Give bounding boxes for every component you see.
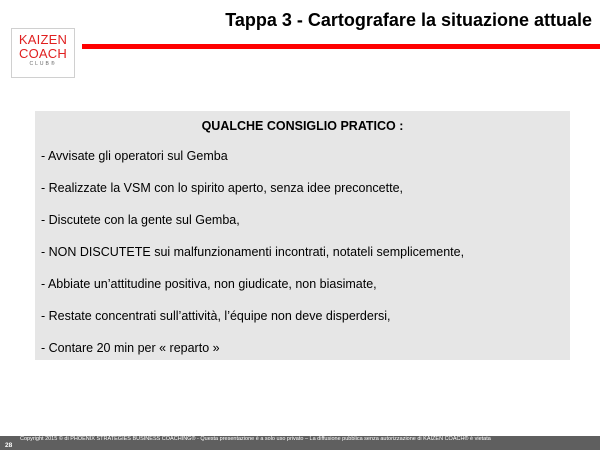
tip-item: - Realizzate la VSM con lo spirito aperto, senza idee preconcette, — [41, 181, 403, 195]
tip-item: - Abbiate un’attitudine positiva, non giudicate, non biasimate, — [41, 277, 377, 291]
title-underline — [82, 44, 600, 49]
tip-item: - Discutete con la gente sul Gemba, — [41, 213, 240, 227]
tips-heading: QUALCHE CONSIGLIO PRATICO : — [201, 119, 404, 133]
copyright-notice: Copyright 2015 © di PHOENIX STRATEGIES BUSINESS COACHING® - Questa presentazione è a solo uso privato – La diffusione pubblica senza autorizzazione di KAIZEN COACH® è vietata — [20, 436, 491, 442]
tips-box — [35, 111, 570, 360]
slide-title: Tappa 3 - Cartografare la situazione attuale — [225, 10, 592, 30]
tip-item: - Restate concentrati sull’attività, l’équipe non deve disperdersi, — [41, 309, 391, 323]
logo-line-1: KAIZEN — [18, 32, 68, 47]
tip-item: - Avvisate gli operatori sul Gemba — [41, 149, 228, 163]
logo-line-3: CLUB® — [29, 61, 57, 67]
tip-item: - NON DISCUTETE sui malfunzionamenti incontrati, notateli semplicemente, — [41, 245, 465, 259]
logo-line-2: COACH — [19, 46, 67, 61]
footer-bar — [0, 436, 600, 450]
tip-item: - Contare 20 min per « reparto » — [41, 341, 220, 355]
kaizen-coach-logo — [11, 28, 75, 78]
page-number: 28 — [5, 442, 13, 449]
